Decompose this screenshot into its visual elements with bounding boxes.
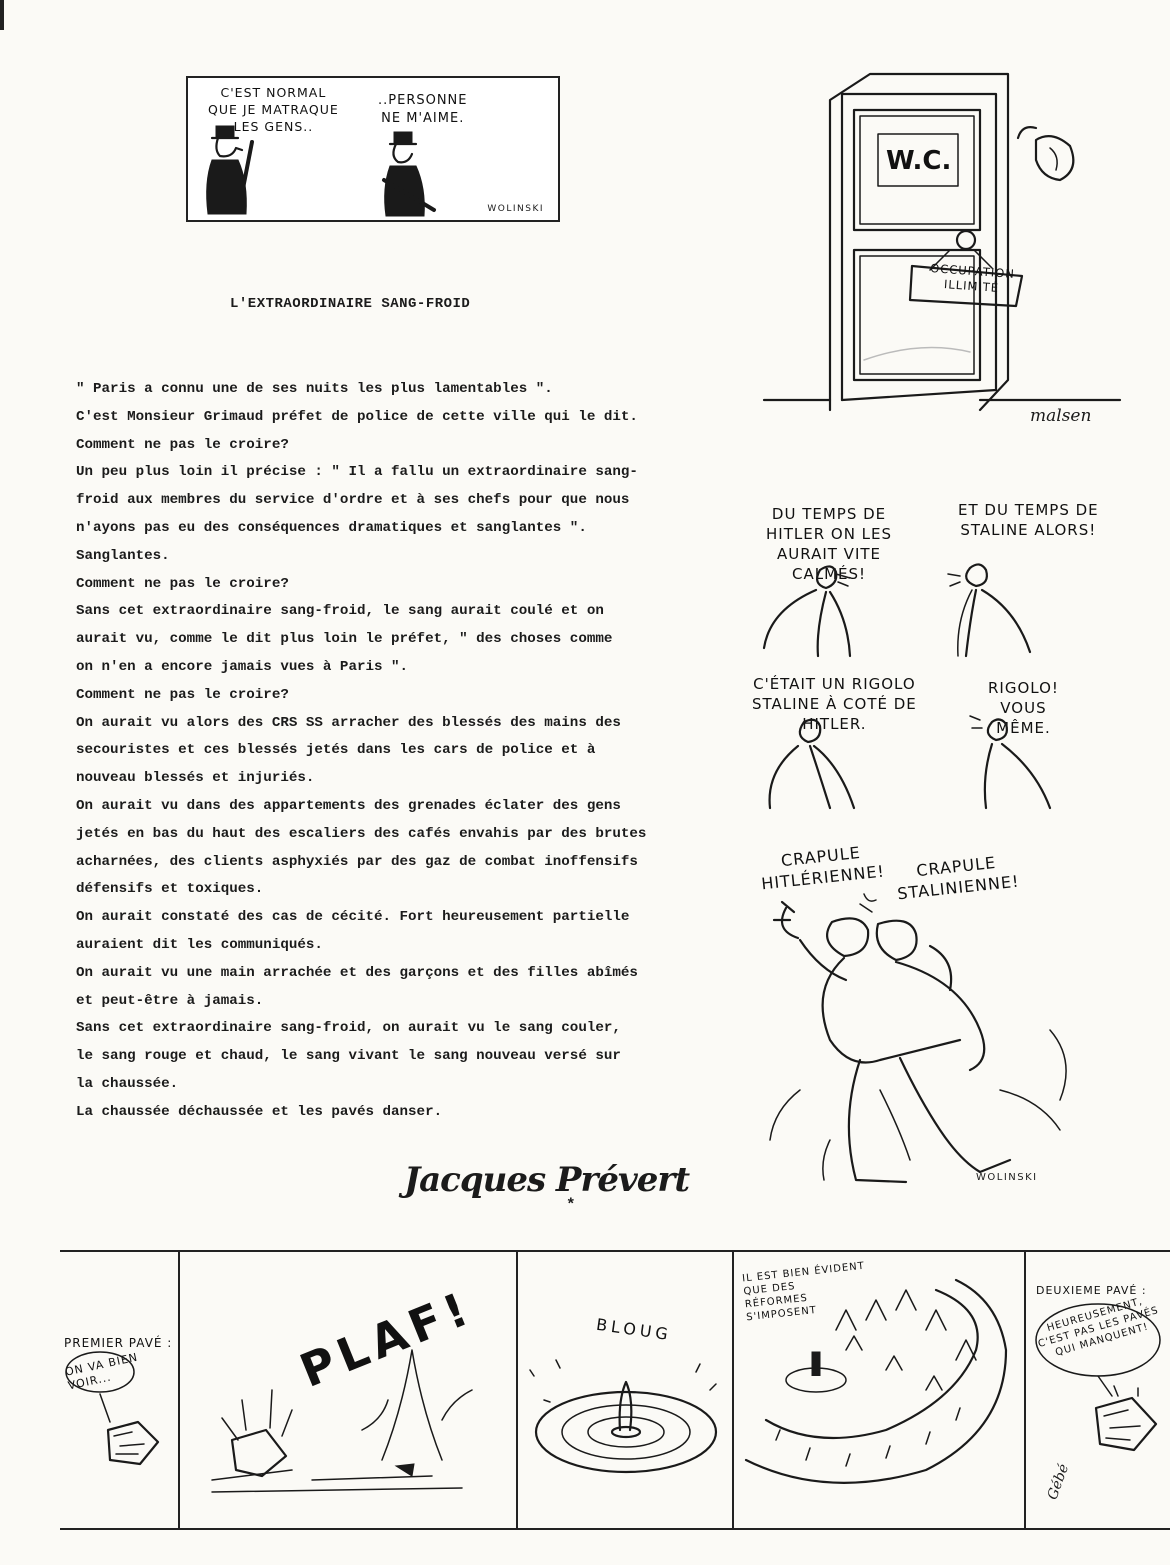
- article-line: et peut-être à jamais.: [76, 992, 264, 1009]
- strip-panel1-bubble: ON VA BIEN VOIR...: [63, 1350, 140, 1393]
- article-line: auraient dit les communiqués.: [76, 936, 323, 953]
- article-line: jetés en bas du haut des escaliers des cafés envahis par des brutes: [76, 825, 647, 842]
- article-line: nouveau blessés et injuriés.: [76, 770, 315, 787]
- article-line: On aurait vu dans des appartements des grenades éclater des gens: [76, 797, 621, 814]
- article-line: froid aux membres du service d'ordre et à ses chefs pour que nous: [76, 492, 630, 509]
- door-sign: OCCUPATION ILLIMITÉ: [929, 261, 1016, 295]
- article-line: " Paris a connu une de ses nuits les plus lamentables ".: [76, 381, 553, 397]
- article-line: la chaussée.: [76, 1075, 179, 1092]
- strip-panel5-bubble: HEUREUSEMENT, C'EST PAS LES PAVÉS QUI MANQUENT!: [1036, 1296, 1161, 1359]
- article-line: le sang rouge et chaud, le sang vivant le sang nouveau versé sur: [76, 1048, 621, 1065]
- top-cartoon-frame: [186, 76, 560, 222]
- article-line: La chaussée déchaussée et les pavés danser.: [76, 1103, 443, 1120]
- bottom-strip-divider-2: [516, 1250, 518, 1530]
- bottom-strip-divider-4: [1024, 1250, 1026, 1530]
- dialogue-panel1-left: DU TEMPS DE HITLER ON LES AURAIT VITE CALMÉS!: [766, 505, 893, 583]
- dialogue-panel1-right: ET DU TEMPS DE STALINE ALORS!: [958, 501, 1099, 539]
- article-line: Un peu plus loin il précise : " Il a fallu un extraordinaire sang-: [76, 464, 638, 481]
- door-plate: W.C.: [886, 146, 952, 176]
- policeman-right-drawing: [378, 130, 458, 220]
- strip-panel4-drawing: [736, 1270, 1022, 1520]
- dialogue-panel2-left: C'ÉTAIT UN RIGOLO STALINE À COTÉ DE HITLER.: [752, 675, 917, 733]
- strip-panel2-drawing: [182, 1280, 512, 1510]
- dialogue-panel3-drawing: [760, 890, 1090, 1200]
- article-line: Comment ne pas le croire?: [76, 436, 289, 453]
- article-line: on n'en a encore jamais vues à Paris ".: [76, 658, 409, 675]
- strip-panel3-sound: BLOUG: [595, 1314, 673, 1345]
- article-line: aurait vu, comme le dit plus loin le préfet, " des choses comme: [76, 631, 613, 648]
- top-cartoon-signature: WOLINSKI: [487, 204, 544, 214]
- bottom-strip-bottom-rule: [60, 1528, 1170, 1530]
- strip-panel5-drawing: [1028, 1296, 1170, 1496]
- strip-panel1-drawing: [60, 1350, 178, 1480]
- article-line: On aurait vu alors des CRS SS arracher des blessés des mains des: [76, 714, 621, 731]
- strip-panel2-sound: PLAF!: [292, 1280, 481, 1398]
- door-drawing: [760, 70, 1130, 430]
- strip-signature: Gébé: [1044, 1462, 1073, 1502]
- strip-panel1-caption: PREMIER PAVÉ :: [64, 1336, 173, 1350]
- signature-asterisk: *: [566, 1196, 576, 1214]
- article-line: Comment ne pas le croire?: [76, 686, 289, 703]
- bottom-strip-divider-3: [732, 1250, 734, 1530]
- bottom-strip-divider-1: [178, 1250, 180, 1530]
- dialogue-signature: WOLINSKI: [976, 1172, 1038, 1183]
- article-title: L'EXTRAORDINAIRE SANG-FROID: [230, 296, 471, 312]
- article-line: Sans cet extraordinaire sang-froid, on aurait vu le sang couler,: [76, 1020, 621, 1037]
- author-signature: Jacques Prévert: [404, 1160, 690, 1200]
- strip-panel3-drawing: [520, 1340, 732, 1490]
- article-line: acharnées, des clients asphyxiés par des gaz de combat inoffensifs: [76, 853, 638, 870]
- article-line: n'ayons pas eu des conséquences dramatiques et sanglantes ".: [76, 519, 587, 536]
- article-line: On aurait constaté des cas de cécité. Fort heureusement partielle: [76, 909, 630, 926]
- article-line: secouristes et ces blessés jetés dans les cars de police et à: [76, 742, 596, 759]
- article-line: C'est Monsieur Grimaud préfet de police de cette ville qui le dit.: [76, 408, 638, 425]
- article-line: défensifs et toxiques.: [76, 881, 264, 898]
- door-signature: malsen: [1030, 406, 1092, 426]
- article-line: Comment ne pas le croire?: [76, 575, 289, 592]
- bottom-strip-top-rule: [60, 1250, 1170, 1252]
- article-body: [76, 376, 736, 1127]
- article-line: Sans cet extraordinaire sang-froid, le sang aurait coulé et on: [76, 603, 604, 620]
- dialogue-panel3-left: CRAPULE HITLÉRIENNE!: [760, 842, 886, 894]
- strip-panel5-caption: DEUXIEME PAVÉ :: [1036, 1284, 1147, 1297]
- strip-panel4-text: IL EST BIEN ÉVIDENT QUE DES RÉFORMES S'IMPOSENT: [741, 1260, 866, 1324]
- top-cartoon-bubble-right: ..PERSONNE NE M'AIME.: [378, 93, 468, 126]
- policeman-left-drawing: [198, 122, 278, 218]
- article-line: On aurait vu une main arrachée et des garçons et des filles abîmés: [76, 964, 638, 981]
- dialogue-panel2-drawing: [760, 716, 1080, 812]
- dialogue-panel1-drawing: [760, 560, 1090, 660]
- dialogue-panel3-right: CRAPULE STALINIENNE!: [896, 852, 1021, 904]
- top-cartoon-bubble-left: C'EST NORMAL QUE JE MATRAQUE LES GENS..: [208, 85, 339, 134]
- article-line: Sanglantes.: [76, 547, 170, 564]
- margin-mark: [0, 0, 4, 30]
- dialogue-panel2-right: RIGOLO! VOUS MÊME.: [988, 679, 1059, 737]
